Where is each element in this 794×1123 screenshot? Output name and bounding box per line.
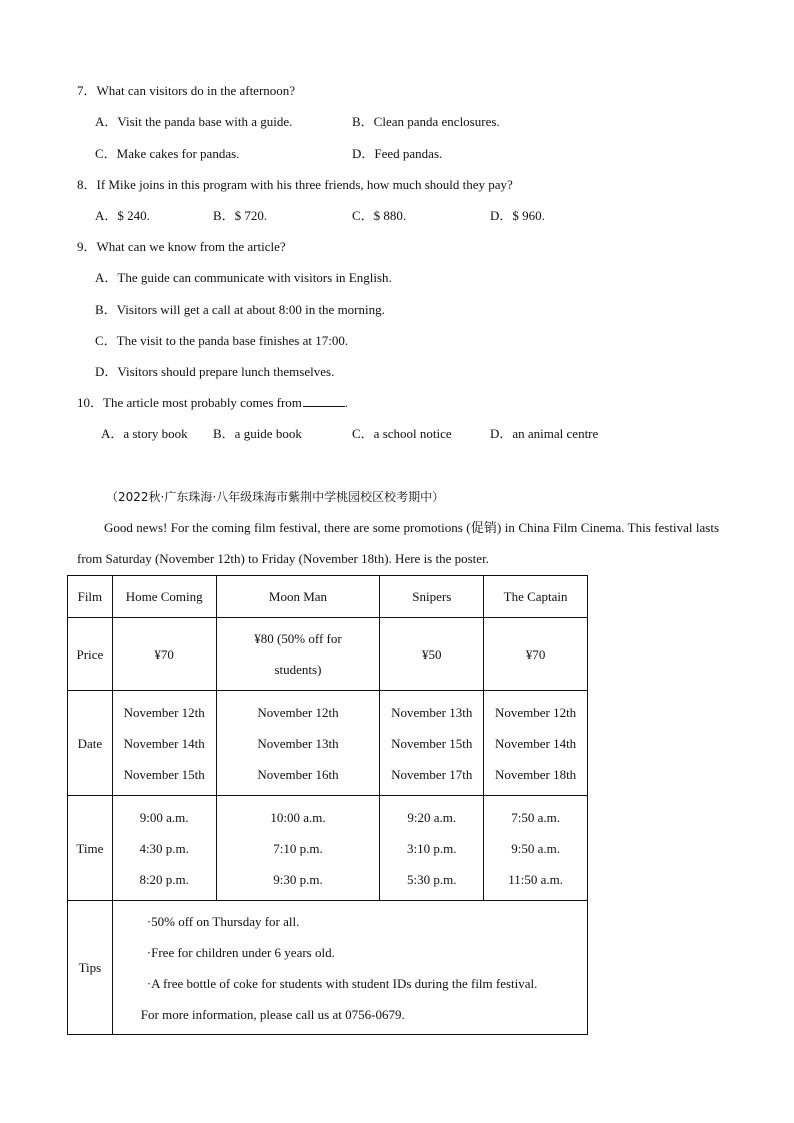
time-entry: 11:50 a.m.	[508, 871, 563, 887]
date-entry: November 15th	[391, 735, 473, 751]
date-entry: November 12th	[257, 704, 339, 720]
question-10-stem-text: 10．The article most probably comes from	[77, 395, 302, 410]
question-10-option-b[interactable]: B．a guide book	[213, 426, 302, 441]
time-entry: 9:00 a.m.	[139, 809, 189, 825]
dates-moon-man	[216, 691, 380, 796]
header-snipers: Snipers	[380, 576, 484, 618]
times-moon-man	[216, 796, 380, 901]
time-entry: 4:30 p.m.	[139, 840, 189, 856]
question-10-option-c[interactable]: C．a school notice	[352, 426, 452, 441]
tips-row	[68, 901, 588, 1035]
date-entry: November 13th	[391, 704, 473, 720]
question-8-option-d[interactable]: D．$ 960.	[490, 208, 545, 223]
tip-item: ·A free bottle of coke for students with student IDs during the film festival.	[146, 975, 538, 991]
question-9-option-d[interactable]: D．Visitors should prepare lunch themselves.	[95, 364, 335, 379]
price-label: Price	[68, 618, 113, 691]
price-the-captain: ¥70	[484, 618, 588, 691]
date-entry: November 16th	[257, 766, 339, 782]
question-8-stem: 8．If Mike joins in this program with his three friends, how much should they pay?	[77, 177, 513, 192]
table-header-row	[68, 576, 588, 618]
question-7-option-a[interactable]: A．Visit the panda base with a guide.	[95, 114, 293, 129]
times-home-coming	[112, 796, 216, 901]
price-row	[68, 618, 588, 691]
date-entry: November 15th	[123, 766, 205, 782]
film-poster-table	[67, 575, 588, 1035]
date-entry: November 18th	[494, 766, 577, 782]
source-citation: （2022秋·广东珠海·八年级珠海市紫荆中学桃园校区校考期中）	[106, 490, 445, 504]
question-10-stem	[77, 394, 348, 412]
date-entry: November 12th	[123, 704, 205, 720]
tip-item: ·Free for children under 6 years old.	[146, 944, 335, 960]
time-entry: 8:20 p.m.	[139, 871, 189, 887]
price-snipers: ¥50	[380, 618, 484, 691]
dates-the-captain	[484, 691, 588, 796]
passage	[77, 512, 719, 574]
tips-content	[112, 901, 587, 1035]
time-entry: 7:50 a.m.	[511, 809, 560, 825]
question-9-option-b[interactable]: B．Visitors will get a call at about 8:00 in the morning.	[95, 302, 385, 317]
answer-blank	[303, 394, 345, 407]
question-7-option-d[interactable]: D．Feed pandas.	[352, 146, 443, 161]
time-entry: 9:20 a.m.	[407, 809, 457, 825]
time-row	[68, 796, 588, 901]
dates-home-coming	[112, 691, 216, 796]
header-the-captain: The Captain	[484, 576, 588, 618]
dates-snipers	[380, 691, 484, 796]
time-entry: 9:30 p.m.	[273, 871, 323, 887]
times-snipers	[380, 796, 484, 901]
date-row	[68, 691, 588, 796]
time-entry: 7:10 p.m.	[273, 840, 323, 856]
price-home-coming: ¥70	[112, 618, 216, 691]
question-10-option-d[interactable]: D．an animal centre	[490, 426, 599, 441]
question-7-option-b[interactable]: B．Clean panda enclosures.	[352, 114, 500, 129]
date-entry: November 17th	[391, 766, 473, 782]
question-10-option-a[interactable]: A．a story book	[101, 426, 188, 441]
header-moon-man: Moon Man	[216, 576, 380, 618]
time-entry: 10:00 a.m.	[270, 809, 326, 825]
header-film: Film	[68, 576, 113, 618]
date-entry: November 12th	[494, 704, 577, 720]
date-label: Date	[68, 691, 113, 796]
time-entry: 9:50 a.m.	[511, 840, 560, 856]
question-10-stem-end: .	[344, 395, 349, 410]
time-label-cell	[68, 796, 113, 901]
question-7-option-c[interactable]: C．Make cakes for pandas.	[95, 146, 240, 161]
price-moon-man-text: ¥80 (50% off for students)	[254, 631, 342, 677]
tip-item: ·50% off on Thursday for all.	[146, 913, 300, 929]
question-9-option-c[interactable]: C．The visit to the panda base finishes at 17:00.	[95, 333, 349, 348]
header-home-coming: Home Coming	[112, 576, 216, 618]
passage-text: Good news! For the coming film festival, there are some promotions (促销) in China Film Cinema. This festival lasts from Saturday (November 12th) to Friday (November 18th). Here is the poster.	[77, 520, 719, 566]
date-entry: November 14th	[123, 735, 205, 751]
question-8-option-c[interactable]: C．$ 880.	[352, 208, 407, 223]
question-8-option-a[interactable]: A．$ 240.	[95, 208, 150, 223]
date-entry: November 14th	[494, 735, 577, 751]
time-entry: 5:30 p.m.	[407, 871, 457, 887]
question-7-stem: 7．What can visitors do in the afternoon?	[77, 83, 296, 98]
question-9-option-a[interactable]: A．The guide can communicate with visitors in English.	[95, 270, 392, 285]
date-entry: November 13th	[257, 735, 339, 751]
contact-info: For more information, please call us at 0756-0679.	[140, 1006, 405, 1022]
question-8-option-b[interactable]: B．$ 720.	[213, 208, 268, 223]
tips-label: Tips	[68, 901, 113, 1035]
times-the-captain	[484, 796, 588, 901]
time-label: Time	[76, 840, 104, 856]
question-9-stem: 9．What can we know from the article?	[77, 239, 286, 254]
time-entry: 3:10 p.m.	[407, 840, 457, 856]
price-moon-man	[216, 618, 380, 691]
